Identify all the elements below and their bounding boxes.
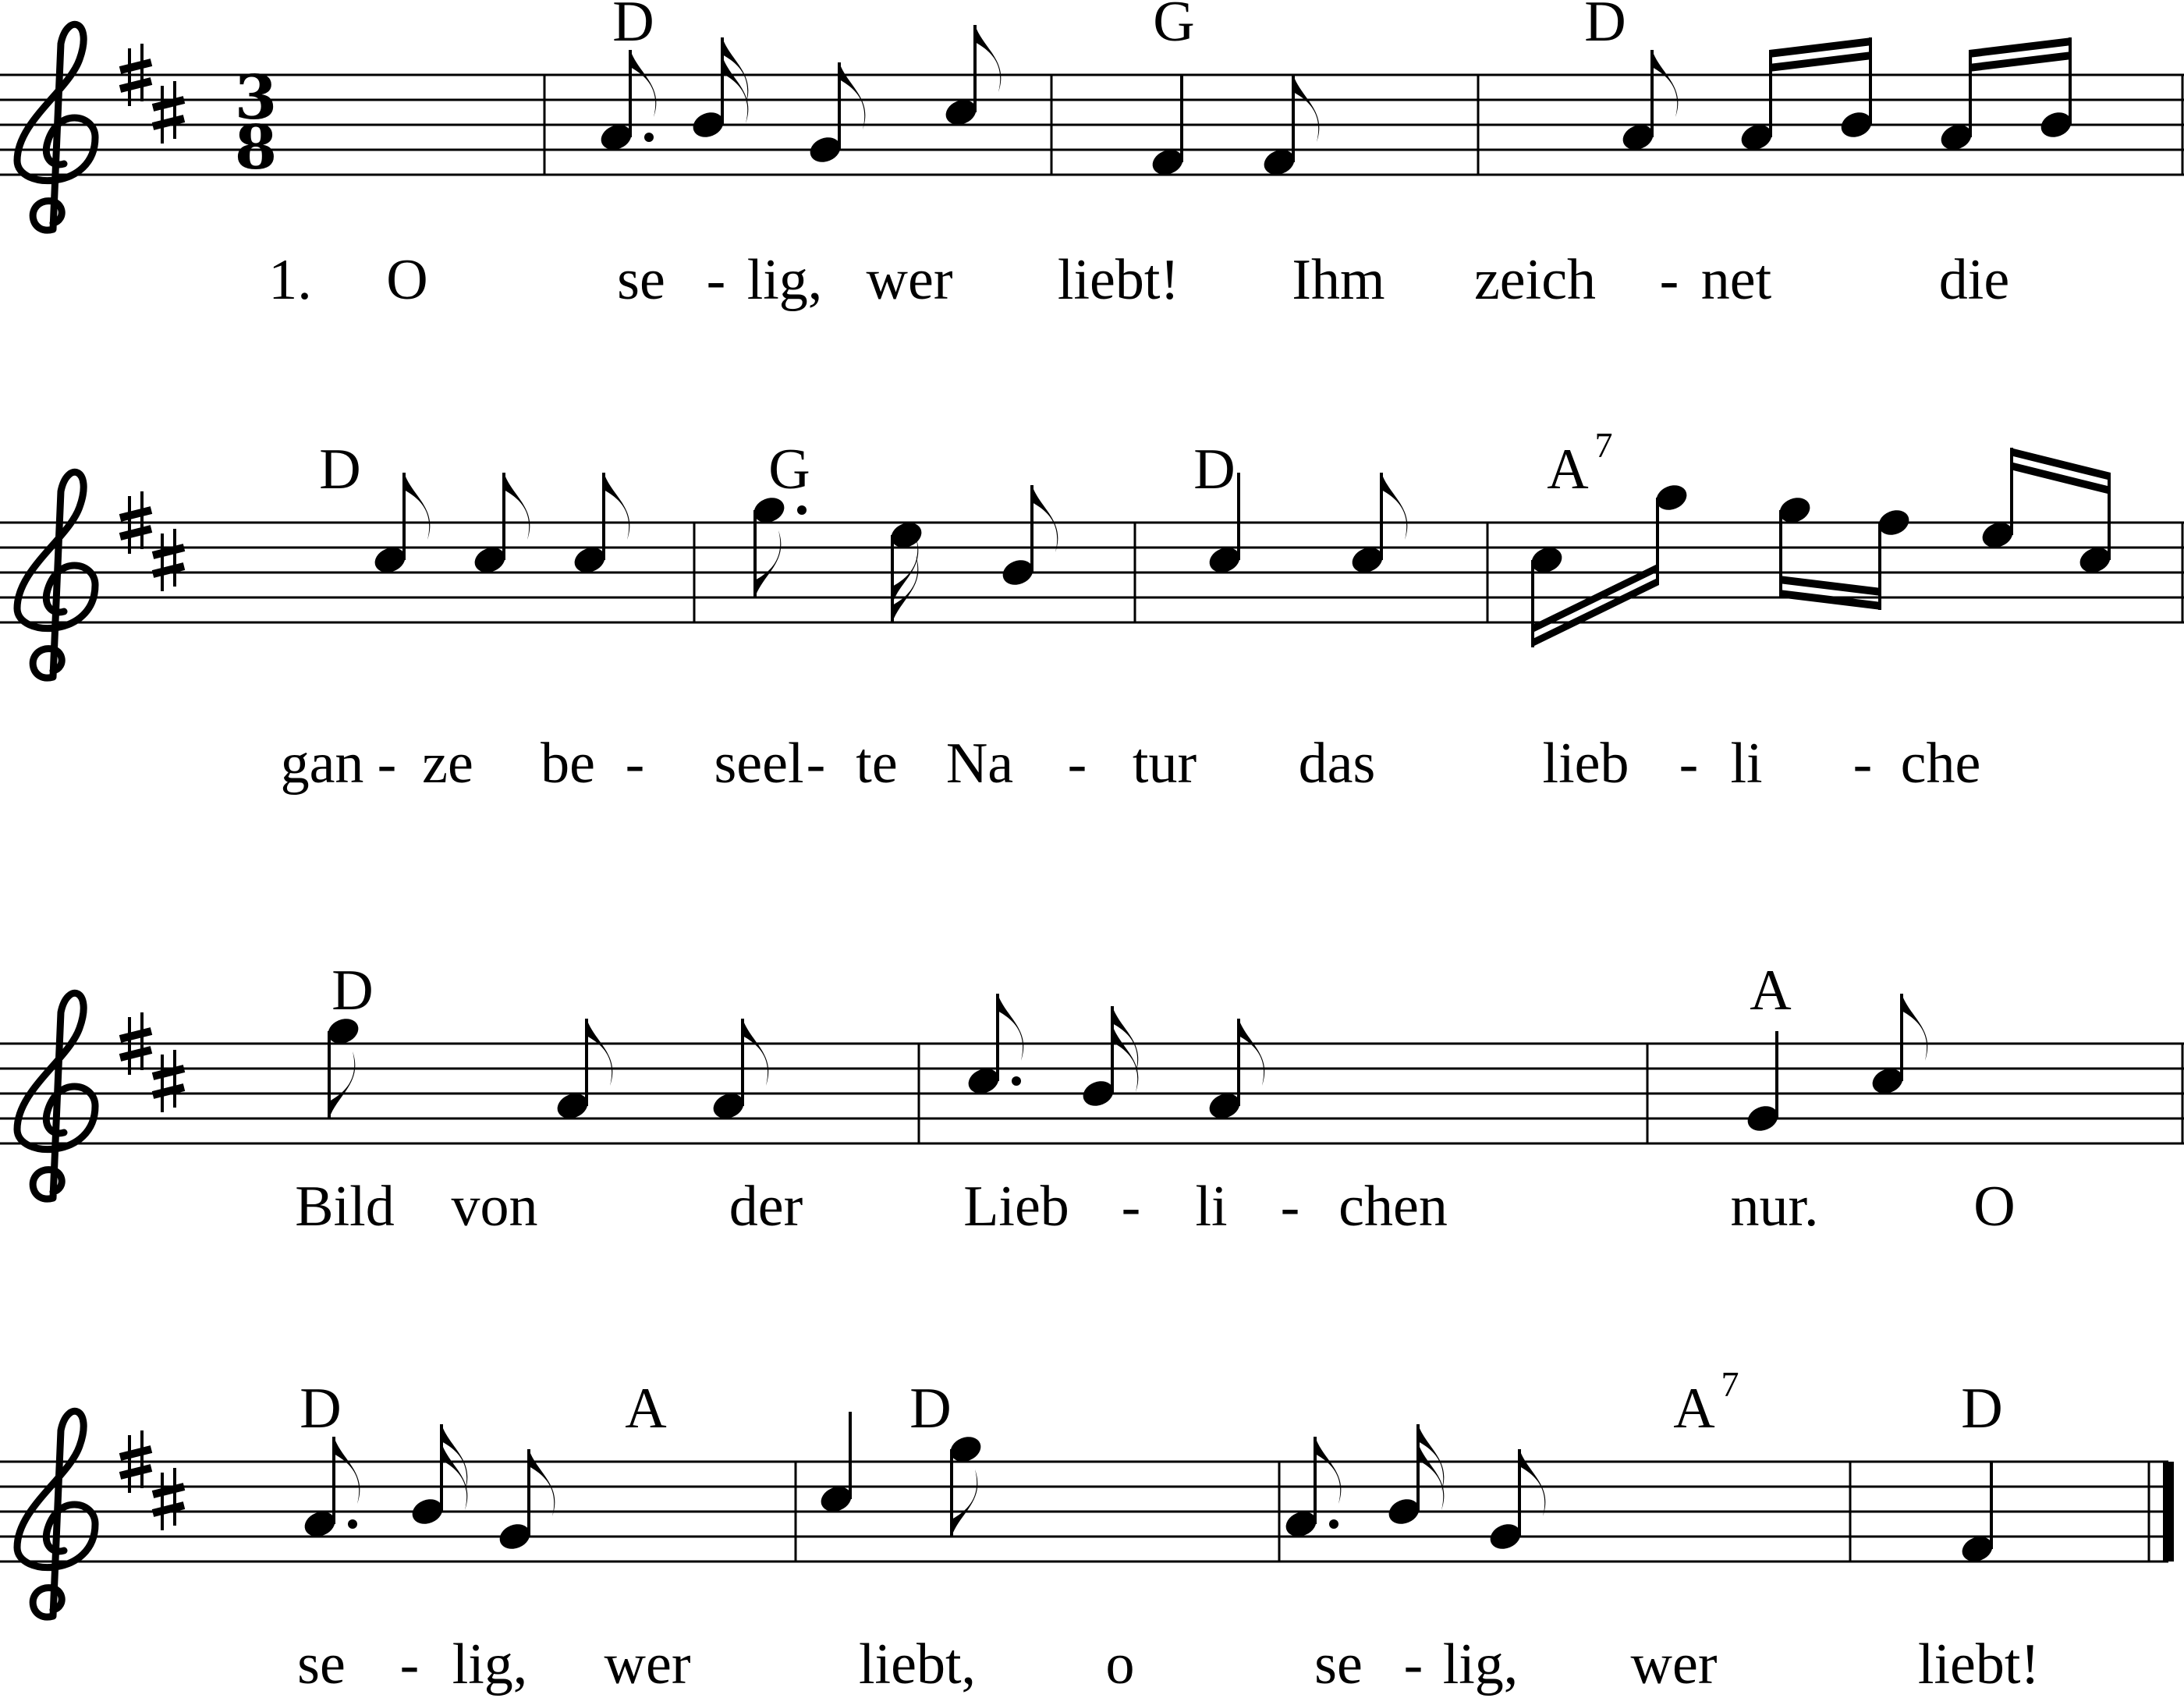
sharp-bar bbox=[120, 1050, 151, 1058]
lyric-syllable: liebt! bbox=[1917, 1632, 2040, 1696]
lyric-syllable: Ihm bbox=[1292, 248, 1385, 312]
dot bbox=[644, 133, 654, 142]
dot bbox=[348, 1519, 357, 1529]
lyric-syllable: Na bbox=[945, 732, 1014, 796]
staff-system bbox=[0, 1364, 2174, 1696]
chord-symbol: D bbox=[300, 1377, 342, 1441]
lyric-syllable: - bbox=[399, 1632, 420, 1696]
lyric-syllable: - bbox=[377, 732, 397, 796]
lyric-syllable: ze bbox=[422, 732, 473, 796]
sharp-bar bbox=[120, 510, 151, 518]
note-flag bbox=[404, 473, 430, 540]
treble-clef-icon bbox=[17, 993, 95, 1199]
note-flag bbox=[1315, 1437, 1341, 1504]
note-flag bbox=[1293, 75, 1319, 142]
lyric-syllable: se bbox=[297, 1632, 346, 1696]
lyric-syllable: das bbox=[1298, 732, 1376, 796]
note-flag bbox=[839, 62, 865, 129]
chord-symbol: A bbox=[1673, 1377, 1715, 1441]
note-flag bbox=[630, 50, 656, 117]
sharp-bar bbox=[120, 529, 151, 537]
beam bbox=[1531, 577, 1659, 647]
chord-symbol: A bbox=[1547, 438, 1589, 502]
note-flag bbox=[743, 1019, 768, 1086]
chord-symbol: A bbox=[1750, 959, 1792, 1023]
lyric-syllable: - bbox=[1280, 1175, 1300, 1239]
lyric-syllable: - bbox=[1679, 732, 1699, 796]
dot bbox=[797, 505, 807, 515]
lyric-syllable: te bbox=[856, 732, 898, 796]
lyric-syllable: li bbox=[1730, 732, 1763, 796]
sharp-bar bbox=[120, 1449, 151, 1457]
note-flag bbox=[1902, 994, 1927, 1061]
lyric-syllable: 1. bbox=[268, 248, 312, 312]
note-flag bbox=[1112, 1025, 1138, 1092]
note-flag bbox=[998, 994, 1023, 1061]
note-flag bbox=[441, 1443, 467, 1510]
chord-symbol: D bbox=[1961, 1377, 2003, 1441]
sharp-bar bbox=[120, 62, 151, 70]
time-signature-bottom: 8 bbox=[234, 112, 278, 183]
final-bar-thick bbox=[2163, 1462, 2174, 1562]
lyric-syllable: tur bbox=[1132, 732, 1197, 796]
note-flag bbox=[329, 1051, 355, 1118]
lyric-syllable: se bbox=[617, 248, 665, 312]
dot bbox=[1012, 1076, 1021, 1086]
lyric-syllable: lig, bbox=[746, 248, 823, 312]
lyric-syllable: wer bbox=[1630, 1632, 1718, 1696]
note-flag bbox=[1652, 50, 1678, 117]
lyric-syllable: die bbox=[1938, 248, 2010, 312]
note-flag bbox=[1032, 485, 1058, 552]
lyric-syllable: O bbox=[1973, 1175, 2016, 1239]
chord-symbol: D bbox=[612, 0, 654, 54]
lyric-syllable: zeich bbox=[1473, 248, 1597, 312]
lyric-syllable: - bbox=[1852, 732, 1873, 796]
chord-symbol: A bbox=[625, 1377, 667, 1441]
lyric-syllable: - bbox=[1403, 1632, 1424, 1696]
lyric-syllable: - bbox=[1659, 248, 1679, 312]
lyric-syllable: - bbox=[1067, 732, 1087, 796]
note-flag bbox=[755, 530, 781, 597]
lyric-syllable: net bbox=[1700, 248, 1772, 312]
note-flag bbox=[587, 1019, 612, 1086]
chord-symbol: D bbox=[1193, 438, 1236, 502]
chord-symbol: D bbox=[332, 959, 374, 1023]
note-flag bbox=[1418, 1443, 1444, 1510]
lyric-syllable: von bbox=[451, 1175, 538, 1239]
note-flag bbox=[952, 1469, 977, 1537]
chord-symbol: G bbox=[768, 438, 810, 502]
note-flag bbox=[1519, 1449, 1545, 1516]
sharp-bar bbox=[120, 1468, 151, 1476]
time-signature-top: 3 bbox=[234, 62, 278, 133]
chord-symbol: D bbox=[319, 438, 361, 502]
lyric-syllable: - bbox=[806, 732, 826, 796]
treble-clef-icon bbox=[17, 24, 95, 230]
chord-superscript: 7 bbox=[1594, 425, 1613, 465]
lyric-syllable: - bbox=[706, 248, 726, 312]
treble-clef-icon bbox=[17, 1411, 95, 1617]
lyric-syllable: - bbox=[1121, 1175, 1141, 1239]
lyric-syllable: be bbox=[541, 732, 595, 796]
note-flag bbox=[604, 473, 629, 540]
staff-system bbox=[0, 959, 2184, 1239]
lyric-syllable: seel bbox=[714, 732, 804, 796]
chord-symbol: D bbox=[909, 1377, 952, 1441]
lyric-syllable: che bbox=[1900, 732, 1981, 796]
note-flag bbox=[722, 56, 748, 123]
lyric-syllable: lig, bbox=[452, 1632, 528, 1696]
note-flag bbox=[975, 25, 1001, 92]
dot bbox=[1329, 1519, 1338, 1529]
lyric-syllable: - bbox=[625, 732, 645, 796]
lyric-syllable: liebt, bbox=[858, 1632, 977, 1696]
lyric-syllable: gan bbox=[280, 732, 364, 796]
lyric-syllable: li bbox=[1195, 1175, 1228, 1239]
lyric-syllable: lieb bbox=[1542, 732, 1629, 796]
sharp-bar bbox=[120, 1031, 151, 1039]
note-flag bbox=[529, 1449, 555, 1516]
lyric-syllable: wer bbox=[604, 1632, 691, 1696]
sharp-bar bbox=[120, 81, 151, 89]
staff-system bbox=[0, 425, 2184, 796]
staff-system bbox=[0, 0, 2184, 312]
chord-superscript: 7 bbox=[1721, 1364, 1739, 1404]
lyric-syllable: wer bbox=[866, 248, 953, 312]
lyric-syllable: lig, bbox=[1442, 1632, 1519, 1696]
lyric-syllable: O bbox=[386, 248, 428, 312]
lyric-syllable: Bild bbox=[295, 1175, 395, 1239]
lyric-syllable: liebt! bbox=[1057, 248, 1180, 312]
lyric-syllable: chen bbox=[1338, 1175, 1448, 1239]
lyric-syllable: Lieb bbox=[963, 1175, 1069, 1239]
chord-symbol: D bbox=[1584, 0, 1626, 54]
lyric-syllable: nur. bbox=[1730, 1175, 1819, 1239]
note-flag bbox=[1239, 1019, 1264, 1086]
note-flag bbox=[1381, 473, 1407, 540]
chord-symbol: G bbox=[1153, 0, 1195, 54]
lyric-syllable: se bbox=[1314, 1632, 1363, 1696]
lyric-syllable: o bbox=[1105, 1632, 1135, 1696]
note-flag bbox=[334, 1437, 360, 1504]
lyric-syllable: der bbox=[729, 1175, 803, 1239]
note-flag bbox=[504, 473, 530, 540]
treble-clef-icon bbox=[17, 472, 95, 678]
